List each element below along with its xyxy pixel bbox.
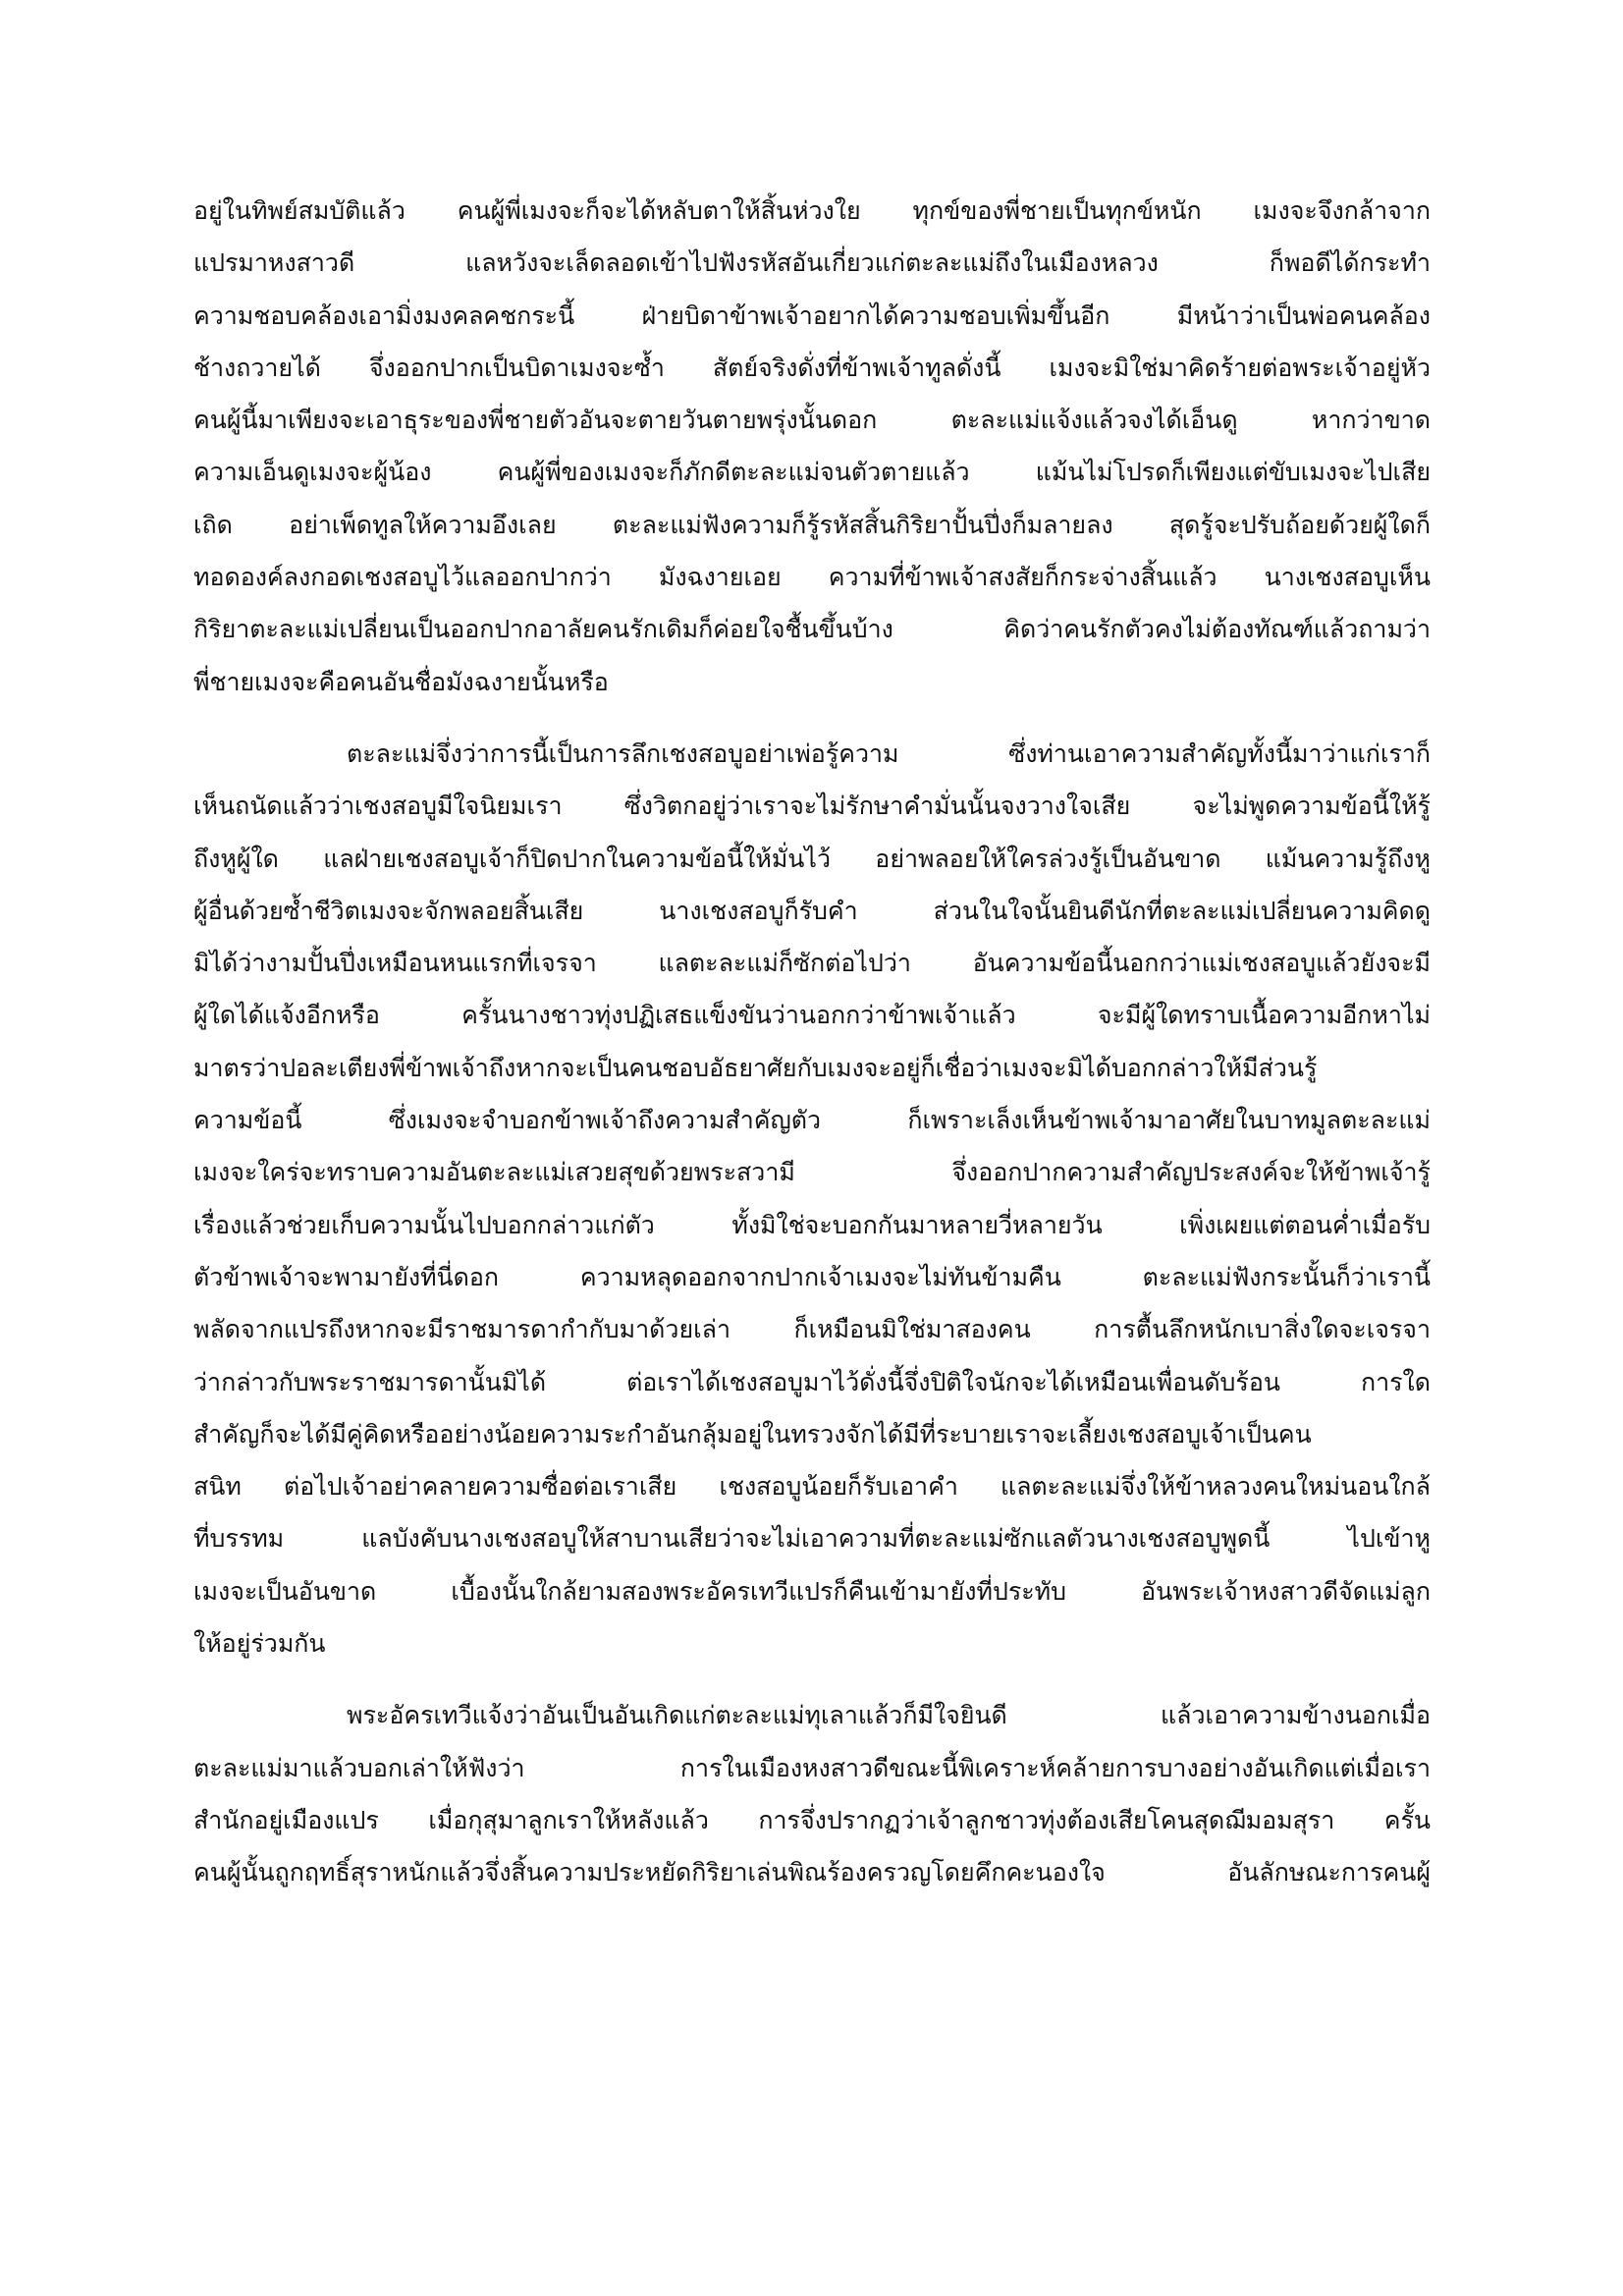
paragraph-gap <box>193 708 1431 728</box>
text-line: ถึงหูผู้ใด แลฝ่ายเชงสอบูเจ้าก็ปิดปากในความข้อนี้ให้มั่นไว้ อย่าพลอยให้ใครล่วงรู้เป็นอันขาด แม้นความรู้ถึงหู <box>193 844 1431 873</box>
text-line: ให้อยู่ร่วมกัน <box>193 1629 326 1659</box>
text-line: สำนักอยู่เมืองแปร เมื่อกุสุมาลูกเราให้หลังแล้ว การจึ่งปรากฏว่าเจ้าลูกชาวทุ่งต้องเสียโคนสุดฌีมอมสุรา ครั้น <box>193 1805 1431 1834</box>
text-line: อยู่ในทิพย์สมบัติแล้ว คนผู้พี่เมงจะก็จะได้หลับตาให้สิ้นห่วงใย ทุกข์ของพี่ชายเป็นทุกข์หนัก เมงจะจึงกล้าจาก <box>193 196 1431 225</box>
text-line: พี่ชายเมงจะคือคนอันชื่อมังฉงายนั้นหรือ <box>193 667 609 696</box>
text-line: สนิท ต่อไปเจ้าอย่าคลายความซื่อต่อเราเสีย เชงสอบูน้อยก็รับเอาคำ แลตะละแม่จึ่งให้ข้าหลวงคนใหม่นอนใกล้ <box>193 1472 1431 1502</box>
text-line: ผู้อื่นด้วยซ้ำชีวิตเมงจะจักพลอยสิ้นเสีย นางเชงสอบูก็รับคำ ส่วนในใจนั้นยินดีนักที่ตะละแม่เปลี่ยนความคิดดู <box>193 896 1431 925</box>
text-line: ตะละแม่จึ่งว่าการนี้เป็นการลึกเชงสอบูอย่าเพ่อรู้ความ ซึ่งท่านเอาความสำคัญทั้งนี้มาว่าแก่เราก็ <box>347 738 1431 768</box>
text-line: ว่ากล่าวกับพระราชมารดานั้นมิได้ ต่อเราได้เชงสอบูมาไว้ดั่งนี้จึ่งปิติใจนักจะได้เหมือนเพื่อนดับร้อน การใด <box>193 1367 1431 1396</box>
text-line: คนผู้นั้นถูกฤทธิ์สุราหนักแล้วจึ่งสิ้นความประหยัดกิริยาเล่นพิณร้องครวญโดยคึกคะนองใจ อันลักษณะการคนผู้ <box>193 1858 1431 1887</box>
text-line: พลัดจากแปรถึงหากจะมีราชมารดากำกับมาด้วยเล่า ก็เหมือนมิใช่มาสองคน การตื้นลึกหนักเบาสิ่งใดจะเจรจา <box>193 1315 1431 1344</box>
text-line: เถิด อย่าเพ็ดทูลให้ความอึงเลย ตะละแม่ฟังความก็รู้รหัสสิ้นกิริยาปั้นปึ่งก็มลายลง สุดรู้จะปรับถ้อยด้วยผู้ใดก็ <box>193 510 1431 539</box>
text-line: เมงจะใคร่จะทราบความอันตะละแม่เสวยสุขด้วยพระสวามี จึ่งออกปากความสำคัญประสงค์จะให้ข้าพเจ้ารู้ <box>193 1158 1431 1187</box>
text-line: ความเอ็นดูเมงจะผู้น้อง คนผู้พี่ของเมงจะก็ภักดีตะละแม่จนตัวตายแล้ว แม้นไม่โปรดก็เพียงแต่ขับเมงจะไปเสีย <box>193 458 1431 487</box>
text-line: ทอดองค์ลงกอดเชงสอบูไว้แลออกปากว่า มังฉงายเอย ความที่ข้าพเจ้าสงสัยก็กระจ่างสิ้นแล้ว นางเชงสอบูเห็น <box>193 563 1431 592</box>
paragraph-3 <box>193 1689 1431 1898</box>
text-line: สำคัญก็จะได้มีคู่คิดหรืออย่างน้อยความระกำอันกลุ้มอยู่ในทรวงจักได้มีที่ระบายเราจะเลี้ยงเชงสอบูเจ้าเป็นคน <box>193 1419 1312 1449</box>
text-line: เมงจะเป็นอันขาด เบื้องนั้นใกล้ยามสองพระอัครเทวีแปรก็คืนเข้ามายังที่ประทับ อันพระเจ้าหงสาวดีจัดแม่ลูก <box>193 1576 1431 1606</box>
text-line: พระอัครเทวีแจ้งว่าอันเป็นอันเกิดแก่ตะละแม่ทุเลาแล้วก็มีใจยินดี แล้วเอาความข้างนอกเมื่อ <box>347 1701 1431 1730</box>
text-line: แปรมาหงสาวดี แลหวังจะเล็ดลอดเข้าไปฟังรหัสอันเกี่ยวแก่ตะละแม่ถึงในเมืองหลวง ก็พอดีได้กระทำ <box>193 248 1431 278</box>
text-line: ตะละแม่มาแล้วบอกเล่าให้ฟังว่า การในเมืองหงสาวดีขณะนี้พิเคราะห์คล้ายการบางอย่างอันเกิดแต่เมื่อเรา <box>193 1753 1431 1782</box>
text-line: ที่บรรทม แลบังคับนางเชงสอบูให้สาบานเสียว่าจะไม่เอาความที่ตะละแม่ซักแลตัวนางเชงสอบูพูดนี้ ไปเข้าหู <box>193 1524 1431 1554</box>
text-line: ตัวข้าพเจ้าจะพามายังที่นี่ดอก ความหลุดออกจากปากเจ้าเมงจะไม่ทันข้ามคืน ตะละแม่ฟังกระนั้นก็ว่าเรานี้ <box>193 1262 1431 1291</box>
paragraph-1 <box>193 185 1431 708</box>
text-line: มาตรว่าปอละเตียงพี่ข้าพเจ้าถึงหากจะเป็นคนชอบอัธยาศัยกับเมงจะอยู่ก็เชื่อว่าเมงจะมิได้บอกกล่าวให้มีส่วนรู้ <box>193 1053 1318 1082</box>
text-line: คนผู้นี้มาเพียงจะเอาธุระของพี่ชายตัวอันจะตายวันตายพรุ่งนั้นดอก ตะละแม่แจ้งแล้วจงได้เอ็นดู หากว่าขาด <box>193 406 1431 435</box>
text-line: กิริยาตะละแม่เปลี่ยนเป็นออกปากอาลัยคนรักเดิมก็ค่อยใจชื้นขึ้นบ้าง คิดว่าคนรักตัวคงไม่ต้องทัณฑ์แล้วถามว่า <box>193 615 1431 644</box>
paragraph-2 <box>193 728 1431 1669</box>
text-line: เรื่องแล้วช่วยเก็บความนั้นไปบอกกล่าวแก่ตัว ทั้งมิใช่จะบอกกันมาหลายวี่หลายวัน เพิ่งเผยแต่ตอนค่ำเมื่อรับ <box>193 1210 1431 1239</box>
document-body <box>193 185 1431 1899</box>
text-line: ความข้อนี้ ซึ่งเมงจะจำบอกข้าพเจ้าถึงความสำคัญตัว ก็เพราะเล็งเห็นข้าพเจ้ามาอาศัยในบาทมูลตะละแม่ <box>193 1106 1431 1135</box>
text-line: ช้างถวายได้ จึ่งออกปากเป็นบิดาเมงจะซ้ำ สัตย์จริงดั่งที่ข้าพเจ้าทูลดั่งนี้ เมงจะมิใช่มาคิดร้ายต่อพระเจ้าอยู่หัว <box>193 353 1431 382</box>
text-line: ความชอบคล้องเอามิ่งมงคลคชกระนี้ ฝ่ายบิดาข้าพเจ้าอยากได้ความชอบเพิ่มขึ้นอีก มีหน้าว่าเป็นพ่อคนคล้อง <box>193 301 1431 330</box>
paragraph-gap <box>193 1669 1431 1689</box>
text-line: เห็นถนัดแล้วว่าเชงสอบูมีใจนิยมเรา ซึ่งวิตกอยู่ว่าเราจะไม่รักษาคำมั่นนั้นจงวางใจเสีย จะไม่พูดความข้อนี้ให้รู้ <box>193 792 1431 821</box>
text-line: ผู้ใดได้แจ้งอีกหรือ ครั้นนางชาวทุ่งปฏิเสธแข็งขันว่านอกกว่าข้าพเจ้าแล้ว จะมีผู้ใดทราบเนื้อความอีกหาไม่ <box>193 1001 1431 1030</box>
text-line: มิได้ว่างามปั้นปึ่งเหมือนหนแรกที่เจรจา แลตะละแม่ก็ซักต่อไปว่า อันความข้อนี้นอกกว่าแม่เชงสอบูแล้วยังจะมี <box>193 949 1431 978</box>
